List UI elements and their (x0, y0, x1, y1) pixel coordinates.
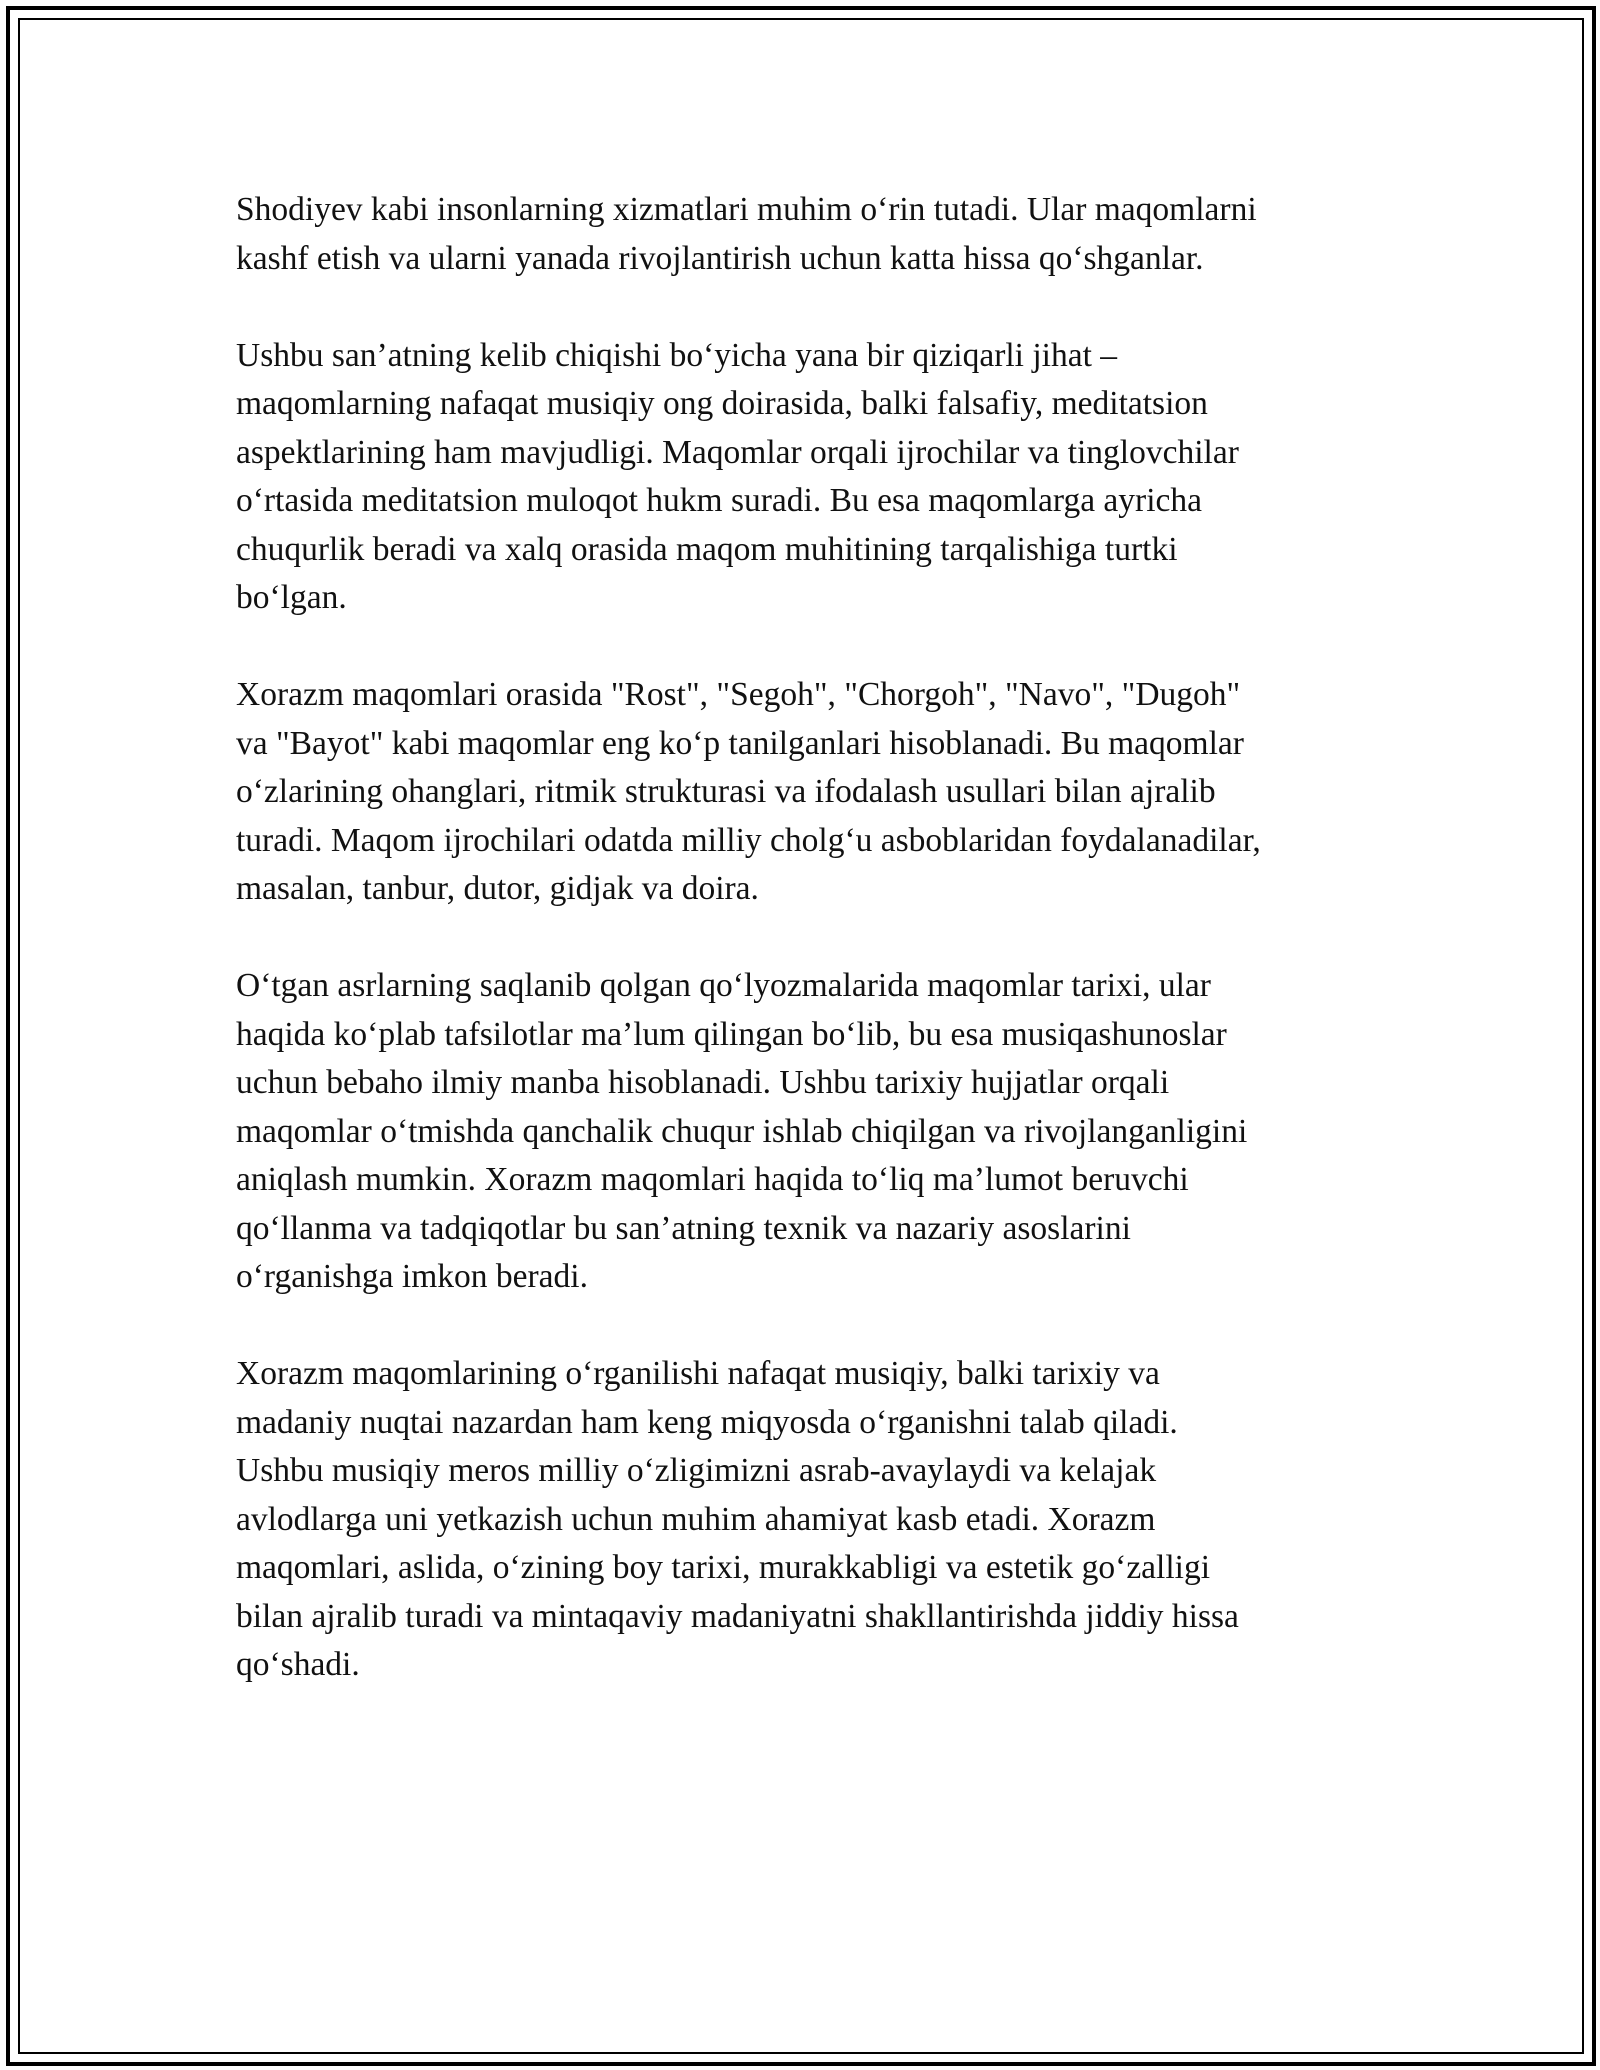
paragraph-5: Xorazm maqomlarining o‘rganilishi nafaqat musiqiy, balki tarixiy va madaniy nuqtai nazardan ham keng miqyosda o‘rganishni talab qiladi. Ushbu musiqiy meros milliy o‘zligimizni asrab-avaylaydi va kelajak avlodlarga uni yetkazish uchun muhim ahamiyat kasb etadi. Xorazm maqomlari, aslida, o‘zining boy tarixi, murakkabligi va estetik go‘zalligi bilan ajralib turadi va mintaqaviy madaniyatni shakllantirishda jiddiy hissa qo‘shadi. (236, 1355, 1239, 1683)
paragraph-1: Shodiyev kabi insonlarning xizmatlari muhim o‘rin tutadi. Ular maqomlarni kashf etish va ularni yanada rivojlantirish uchun katta hissa qo‘shganlar. (236, 191, 1257, 277)
paragraph-3: Xorazm maqomlari orasida "Rost", "Segoh", "Chorgoh", "Navo", "Dugoh" va "Bayot" kabi maqomlar eng ko‘p tanilganlari hisoblanadi. Bu maqomlar o‘zlarining ohanglari, ritmik strukturasi va ifodalash usullari bilan ajralib turadi. Maqom ijrochilari odatda milliy cholg‘u asboblaridan foydalanadilar, masalan, tanbur, dutor, gidjak va doira. (236, 676, 1261, 907)
document-body (236, 186, 1366, 1690)
paragraph-2: Ushbu san’atning kelib chiqishi bo‘yicha yana bir qiziqarli jihat – maqomlarning nafaqat musiqiy ong doirasida, balki falsafiy, meditatsion aspektlarining ham mavjudligi. Maqomlar orqali ijrochilar va tinglovchilar o‘rtasida meditatsion muloqot hukm suradi. Bu esa maqomlarga ayricha chuqurlik beradi va xalq orasida maqom muhitining tarqalishiga turtki bo‘lgan. (236, 336, 1239, 616)
paragraph-4: O‘tgan asrlarning saqlanib qolgan qo‘lyozmalarida maqomlar tarixi, ular haqida ko‘plab tafsilotlar ma’lum qilingan bo‘lib, bu esa musiqashunoslar uchun bebaho ilmiy manba hisoblanadi. Ushbu tarixiy hujjatlar orqali maqomlar o‘tmishda qanchalik chuqur ishlab chiqilgan va rivojlanganligini aniqlash mumkin. Xorazm maqomlari haqida to‘liq ma’lumot beruvchi qo‘llanma va tadqiqotlar bu san’atning texnik va nazariy asoslarini o‘rganishga imkon beradi. (236, 967, 1248, 1295)
